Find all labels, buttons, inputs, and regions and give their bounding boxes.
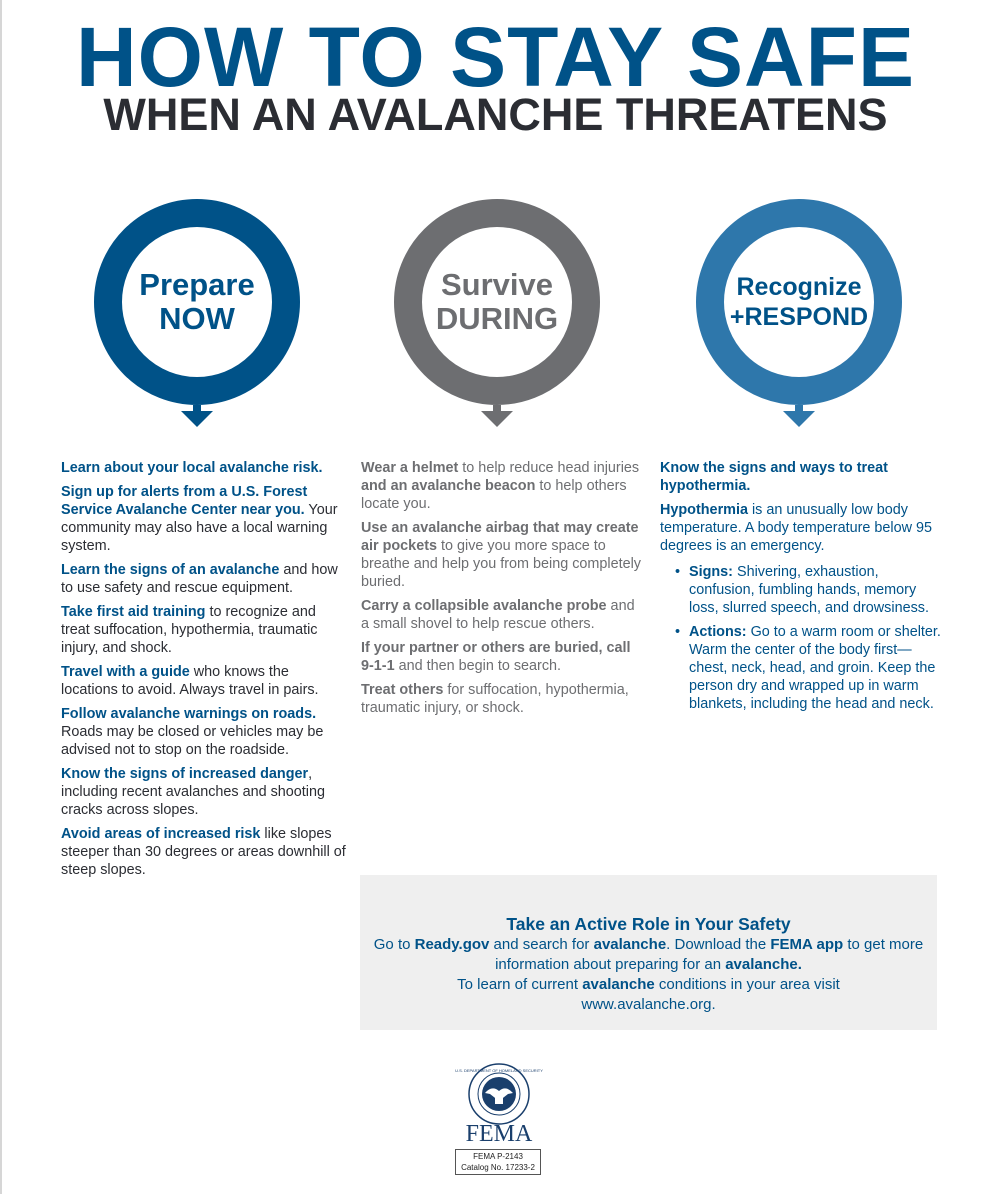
callout-heading: Take an Active Role in Your Safety	[506, 914, 791, 934]
prepare-ring-line2: NOW	[159, 301, 235, 336]
fema-logo: FEMA	[465, 1121, 533, 1147]
callout-text: Go to Ready.gov and search for avalanche. Download the FEMA app to get more information about preparing for an avalanche. To learn of current avalanche conditions in your area visit www.avalanche.org.	[373, 936, 924, 1013]
page-subtitle: WHEN AN AVALANCHE THREATENS	[103, 89, 888, 140]
page-title: HOW TO STAY SAFE	[75, 10, 916, 104]
prepare-item: Travel with a guide who knows the locations to avoid. Always travel in pairs.	[61, 664, 319, 698]
survive-item: Treat others for suffocation, hypothermia, traumatic injury, or shock.	[361, 682, 629, 716]
seal-lettering: U.S. DEPARTMENT OF HOMELAND SECURITY	[455, 1068, 543, 1073]
dhs-seal-icon	[455, 1063, 543, 1125]
avalanche-org-link[interactable]: www.avalanche.org.	[581, 996, 716, 1013]
survive-item: If your partner or others are buried, call 9-1-1 and then begin to search.	[361, 640, 631, 674]
active-role-callout	[360, 875, 937, 1030]
recognize-ring-line2: +RESPOND	[729, 303, 869, 331]
survive-during-ring	[394, 199, 600, 405]
survive-column	[361, 459, 641, 723]
signs-bullet: • Signs: Shivering, exhaustion, confusion, fumbling hands, memory loss, slurred speech, and drowsiness.	[689, 563, 945, 617]
prepare-item: Learn the signs of an avalanche and how to use safety and rescue equipment.	[61, 562, 338, 596]
ready-gov-link[interactable]: Ready.gov	[414, 936, 490, 953]
prepare-item: Learn about your local avalanche risk.	[61, 460, 323, 476]
hypothermia-bullets	[660, 563, 945, 713]
prepare-now-ring	[94, 199, 300, 405]
prepare-ring-line1: Prepare	[139, 267, 255, 302]
prepare-item: Follow avalanche warnings on roads. Roads may be closed or vehicles may be advised not to stop on the roadside.	[61, 706, 324, 758]
catalog-box	[455, 1149, 541, 1175]
hypothermia-heading: Know the signs and ways to treat hypothermia.	[660, 460, 888, 494]
publication-number: FEMA P-2143	[473, 1152, 523, 1161]
page-edge-rule	[0, 0, 2, 1194]
recognize-ring-line1: Recognize	[736, 273, 862, 301]
survive-ring-line2: DURING	[435, 301, 559, 336]
survive-item: Wear a helmet to help reduce head injuries and an avalanche beacon to help others locate you.	[361, 460, 640, 512]
survive-item: Carry a collapsible avalanche probe and a small shovel to help rescue others.	[361, 598, 635, 632]
recognize-column	[660, 459, 945, 719]
prepare-item: Take first aid training to recognize and treat suffocation, hypothermia, traumatic injury, and shock.	[61, 604, 318, 656]
prepare-column	[61, 459, 346, 885]
survive-ring-line1: Survive	[440, 267, 553, 302]
survive-item: Use an avalanche airbag that may create air pockets to give you more space to breathe and help you from being completely buried.	[361, 520, 641, 590]
prepare-item: Know the signs of increased danger, including recent avalanches and shooting cracks across slopes.	[61, 766, 326, 818]
hypothermia-definition: Hypothermia is an unusually low body temperature. A body temperature below 95 degrees is an emergency.	[660, 502, 932, 554]
recognize-respond-ring	[696, 199, 902, 405]
catalog-number: Catalog No. 17233-2	[461, 1163, 535, 1172]
prepare-item: Avoid areas of increased risk like slopes steeper than 30 degrees or areas downhill of steep slopes.	[61, 826, 346, 878]
prepare-item: Sign up for alerts from a U.S. Forest Service Avalanche Center near you. Your community may also have a local warning system.	[61, 484, 338, 554]
actions-bullet: • Actions: Go to a warm room or shelter. Warm the center of the body first—chest, neck, head, and groin. Keep the person dry and wrapped up in warm blankets, including the head and neck.	[689, 623, 945, 713]
